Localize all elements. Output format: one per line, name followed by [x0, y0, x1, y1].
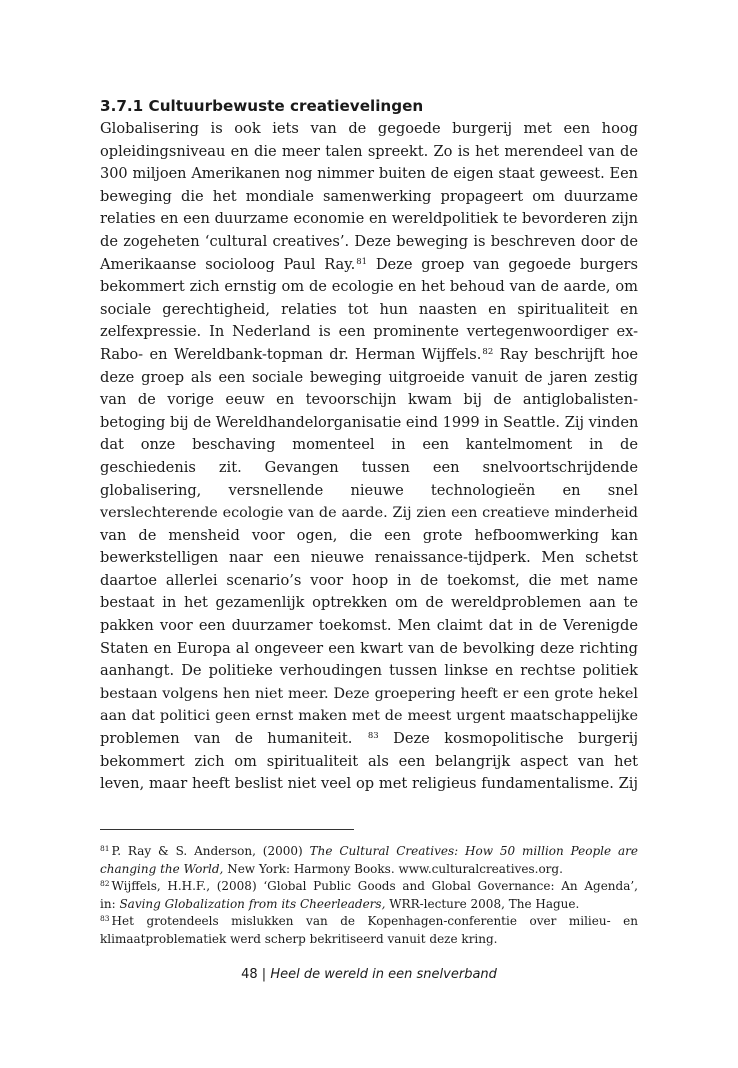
text-line: deze groep als een sociale beweging uitgroeide vanuit de jaren zestig [100, 368, 638, 386]
text-line: Staten en Europa al ongeveer een kwart van de bevolking deze richting [100, 639, 638, 657]
footnote-number: 81 [100, 844, 110, 853]
footnotes [100, 843, 638, 949]
section-number: 3.7.1 [100, 97, 144, 115]
footnote-book-title: Saving Globalization from its Cheerleaders, [119, 896, 386, 911]
text-segment: Deze groep van gegoede burgers [375, 255, 639, 273]
footnote-81-line [100, 843, 638, 861]
text-line: beweging die het mondiale samenwerking propageert om duurzame [100, 187, 638, 205]
page-content [100, 95, 638, 796]
footnote-text: WRR-lecture 2008, The Hague. [389, 896, 580, 911]
text-line: relaties en een duurzame economie en wereldpolitiek te bevorderen zijn [100, 210, 638, 228]
text-segment: Deze kosmopolitische burgerij [393, 730, 638, 748]
text-segment: Amerikaanse socioloog Paul Ray. [100, 255, 356, 273]
text-line: Globalisering is ook iets van de gegoede burgerij met een hoog [100, 120, 638, 137]
footnote-ref: 82 [482, 346, 494, 357]
text-line: leven, maar heeft beslist niet veel op met religieus fundamentalisme. Zij [100, 775, 638, 793]
text-line: opleidingsniveau en die meer talen spreekt. Zo is het merendeel van de [100, 142, 638, 160]
text-line: aanhangt. De politieke verhoudingen tussen linkse en rechtse politiek [100, 662, 638, 680]
text-line: sociale gerechtigheid, relaties tot hun naasten en spiritualiteit en [100, 300, 638, 318]
page-footer [0, 967, 738, 982]
page-number: 48 [241, 967, 258, 982]
text-line: verslechterende ecologie van de aarde. Zij zien een creatieve minderheid [100, 505, 638, 522]
footnote-text: in: [100, 896, 116, 911]
text-line: geschiedenis zit. Gevangen tussen een snelvoortschrijdende [100, 458, 638, 476]
body-paragraph [100, 118, 638, 796]
text-line: daartoe allerlei scenario’s voor hoop in de toekomst, die met name [100, 571, 638, 589]
text-line: bestaat in het gezamenlijk optrekken om de wereldproblemen aan te [100, 594, 638, 612]
section-heading [100, 95, 638, 118]
footnote-83-line [100, 913, 638, 931]
text-line: de zogeheten ‘cultural creatives’. Deze beweging is beschreven door de [100, 232, 638, 250]
footnote-83-line [100, 931, 638, 949]
footnote-text: klimaatproblematiek werd scherp bekritiseerd vanuit deze kring. [100, 931, 498, 946]
footnote-82-line [100, 878, 638, 896]
text-line: aan dat politici geen ernst maken met de meest urgent maatschappelijke [100, 708, 638, 725]
footnote-ref: 81 [356, 256, 368, 267]
text-line: bekommert zich ernstig om de ecologie en het behoud van de aarde, om [100, 278, 638, 296]
footnote-divider [100, 829, 354, 830]
footnote-number: 82 [100, 879, 110, 889]
text-segment: Ray beschrijft hoe [499, 345, 639, 363]
footer-separator: | [261, 967, 267, 982]
text-line: bekommert zich om spiritualiteit als een belangrijk aspect van het [100, 752, 638, 770]
footnote-book-title: changing the World, [100, 861, 224, 876]
footnote-text: P. Ray & S. Anderson, (2000) [111, 844, 303, 858]
text-line: globalisering, versnellende nieuwe technologieën en snel [100, 481, 638, 499]
footnote-ref: 83 [367, 731, 379, 742]
footnote-text: Het grotendeels mislukken van de Kopenhagen-conferentie over milieu- en [111, 914, 638, 929]
text-line [100, 344, 638, 367]
footnote-book-title: The Cultural Creatives: How 50 million People are [309, 844, 638, 858]
text-segment: problemen van de humaniteit. [100, 730, 353, 748]
footnote-text: Wijffels, H.H.F., (2008) ‘Global Public Goods and Global Governance: An Agenda’, [111, 879, 638, 894]
running-title: Heel de wereld in een snelverband [270, 967, 497, 982]
text-line: 300 miljoen Amerikanen nog nimmer buiten de eigen staat geweest. Een [100, 166, 638, 183]
text-line [100, 728, 638, 751]
text-line: pakken voor een duurzamer toekomst. Men claimt dat in de Verenigde [100, 617, 638, 635]
footnote-82-line [100, 896, 638, 914]
text-line [100, 254, 638, 277]
text-segment: Rabo- en Wereldbank-topman dr. Herman Wijffels. [100, 345, 482, 363]
footnote-number: 83 [100, 914, 110, 924]
text-line: betoging bij de Wereldhandelorganisatie eind 1999 in Seattle. Zij vinden [100, 413, 639, 431]
text-line: van de vorige eeuw en tevoorschijn kwam bij de antiglobalisten- [100, 391, 638, 409]
section-title: Cultuurbewuste creatievelingen [148, 97, 424, 115]
text-line: bewerkstelligen naar een nieuwe renaissance-tijdperk. Men schetst [100, 549, 638, 567]
text-line: zelfexpressie. In Nederland is een prominente vertegenwoordiger ex- [100, 323, 638, 341]
text-line: van de mensheid voor ogen, die een grote hefboomwerking kan [100, 526, 638, 544]
text-line: dat onze beschaving momenteel in een kantelmoment in de [100, 436, 638, 454]
footnote-81-line [100, 861, 638, 879]
footnote-text: New York: Harmony Books. www.culturalcreatives.org. [227, 861, 563, 876]
text-line: bestaan volgens hen niet meer. Deze groepering heeft er een grote hekel [100, 685, 638, 702]
